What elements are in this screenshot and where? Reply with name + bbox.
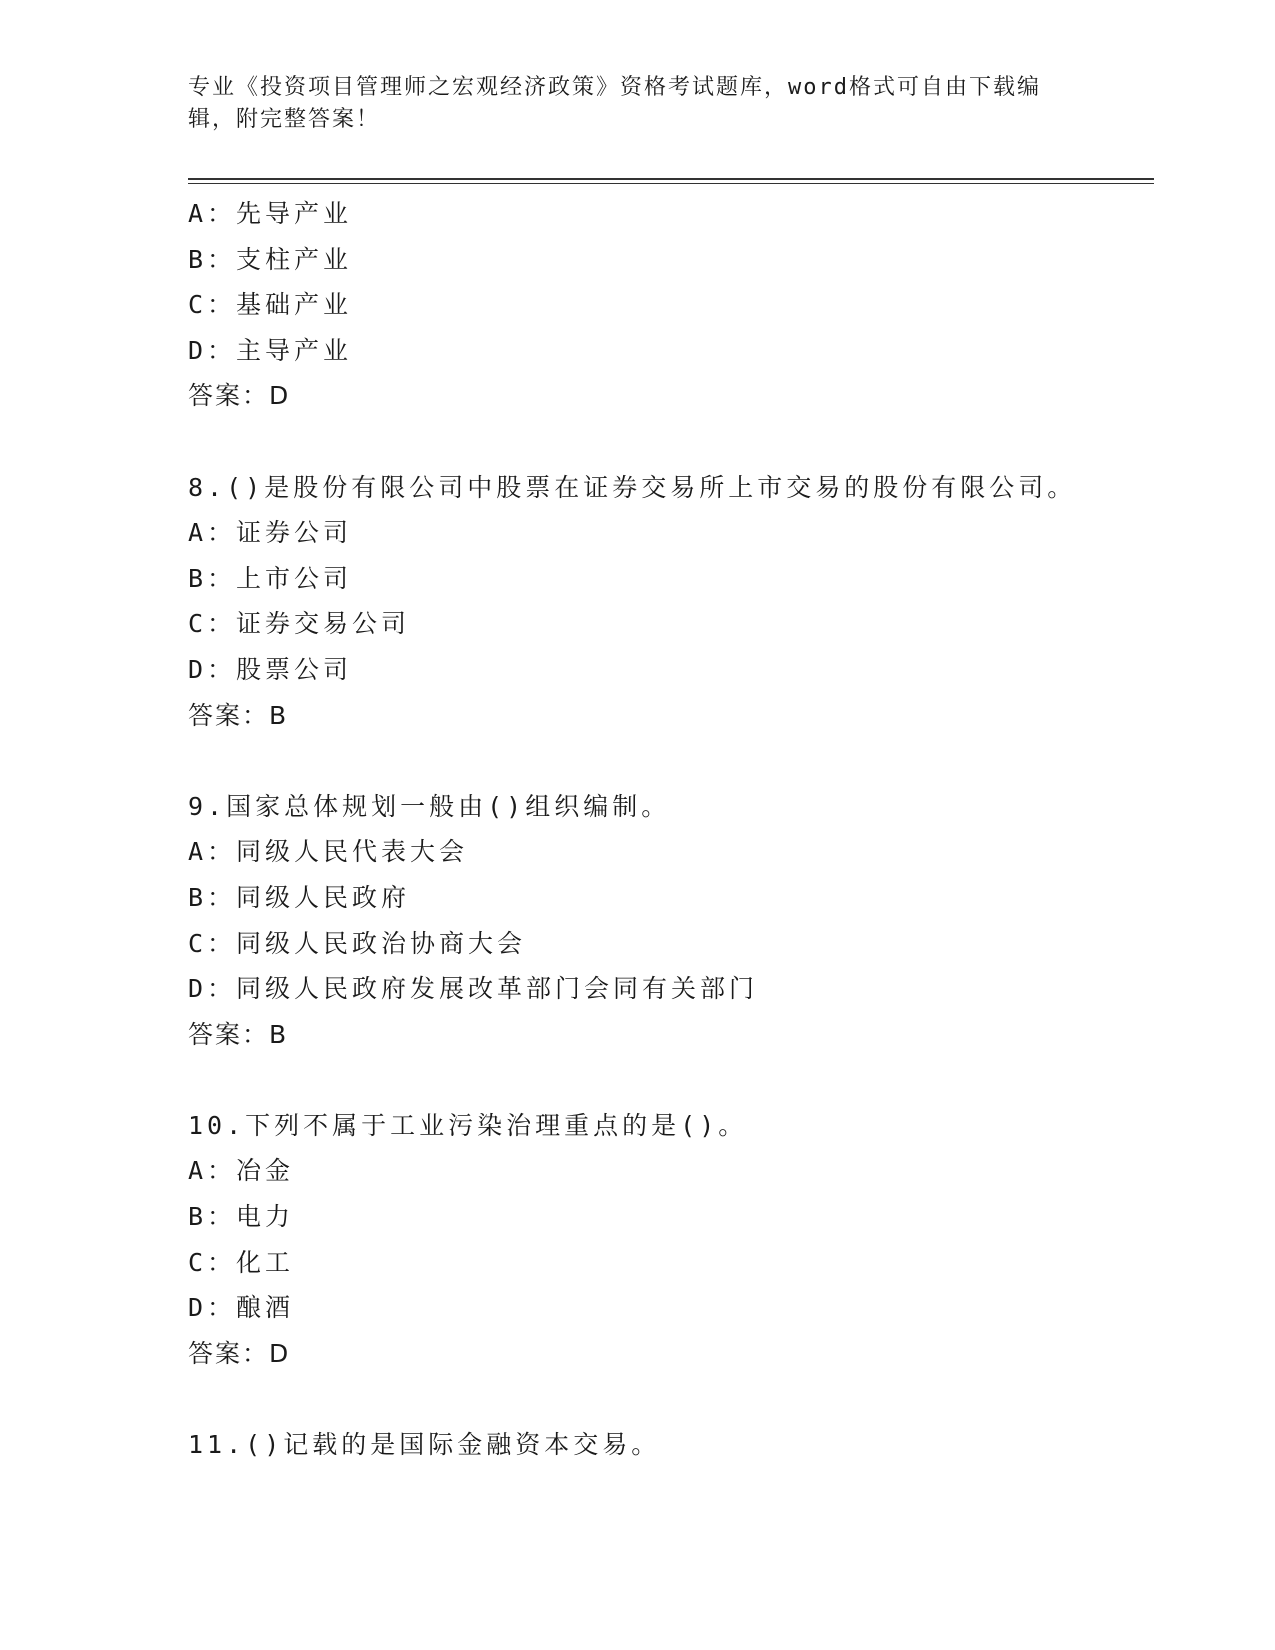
- option-b: B：支柱产业: [188, 244, 353, 274]
- question-list: [188, 191, 1148, 1468]
- spacer: [188, 419, 1148, 465]
- header-line-1: 专业《投资项目管理师之宏观经济政策》资格考试题库，word格式可自由下载编: [188, 75, 1041, 100]
- option-d: D：同级人民政府发展改革部门会同有关部门: [188, 974, 759, 1004]
- header-line-2: 辑，附完整答案！: [188, 107, 381, 132]
- option-c: C：基础产业: [188, 290, 353, 320]
- document-header: [188, 72, 1068, 136]
- header-divider-thin: [188, 183, 1154, 184]
- question-stem: 11.()记载的是国际金融资本交易。: [188, 1430, 661, 1460]
- question-11: [188, 1422, 1148, 1468]
- option-d: D：主导产业: [188, 335, 353, 365]
- option-c: C：同级人民政治协商大会: [188, 928, 527, 958]
- option-d: D：酿酒: [188, 1293, 295, 1323]
- option-a: A：冶金: [188, 1156, 295, 1186]
- option-b: B：电力: [188, 1202, 295, 1232]
- option-b: B：同级人民政府: [188, 882, 411, 912]
- spacer: [188, 1376, 1148, 1422]
- option-c: C：证券交易公司: [188, 609, 411, 639]
- question-10: [188, 1103, 1148, 1377]
- option-a: A：同级人民代表大会: [188, 837, 469, 867]
- question-stem: 9.国家总体规划一般由()组织编制。: [188, 791, 671, 821]
- header-divider-thick: [188, 178, 1154, 180]
- option-a: A：证券公司: [188, 518, 353, 548]
- answer: 答案：B: [188, 700, 289, 730]
- option-a: A：先导产业: [188, 199, 353, 228]
- option-c: C：化工: [188, 1247, 295, 1277]
- answer: 答案：D: [188, 1338, 291, 1368]
- option-d: D：股票公司: [188, 654, 353, 684]
- answer: 答案：D: [188, 381, 291, 411]
- spacer: [188, 1057, 1148, 1103]
- question-stem: 10.下列不属于工业污染治理重点的是()。: [188, 1110, 748, 1140]
- option-b: B：上市公司: [188, 563, 353, 593]
- answer: 答案：B: [188, 1019, 289, 1049]
- question-7: [188, 191, 1148, 419]
- spacer: [188, 738, 1148, 784]
- question-stem: 8.()是股份有限公司中股票在证券交易所上市交易的股份有限公司。: [188, 472, 1077, 502]
- question-8: [188, 465, 1148, 739]
- question-9: [188, 784, 1148, 1058]
